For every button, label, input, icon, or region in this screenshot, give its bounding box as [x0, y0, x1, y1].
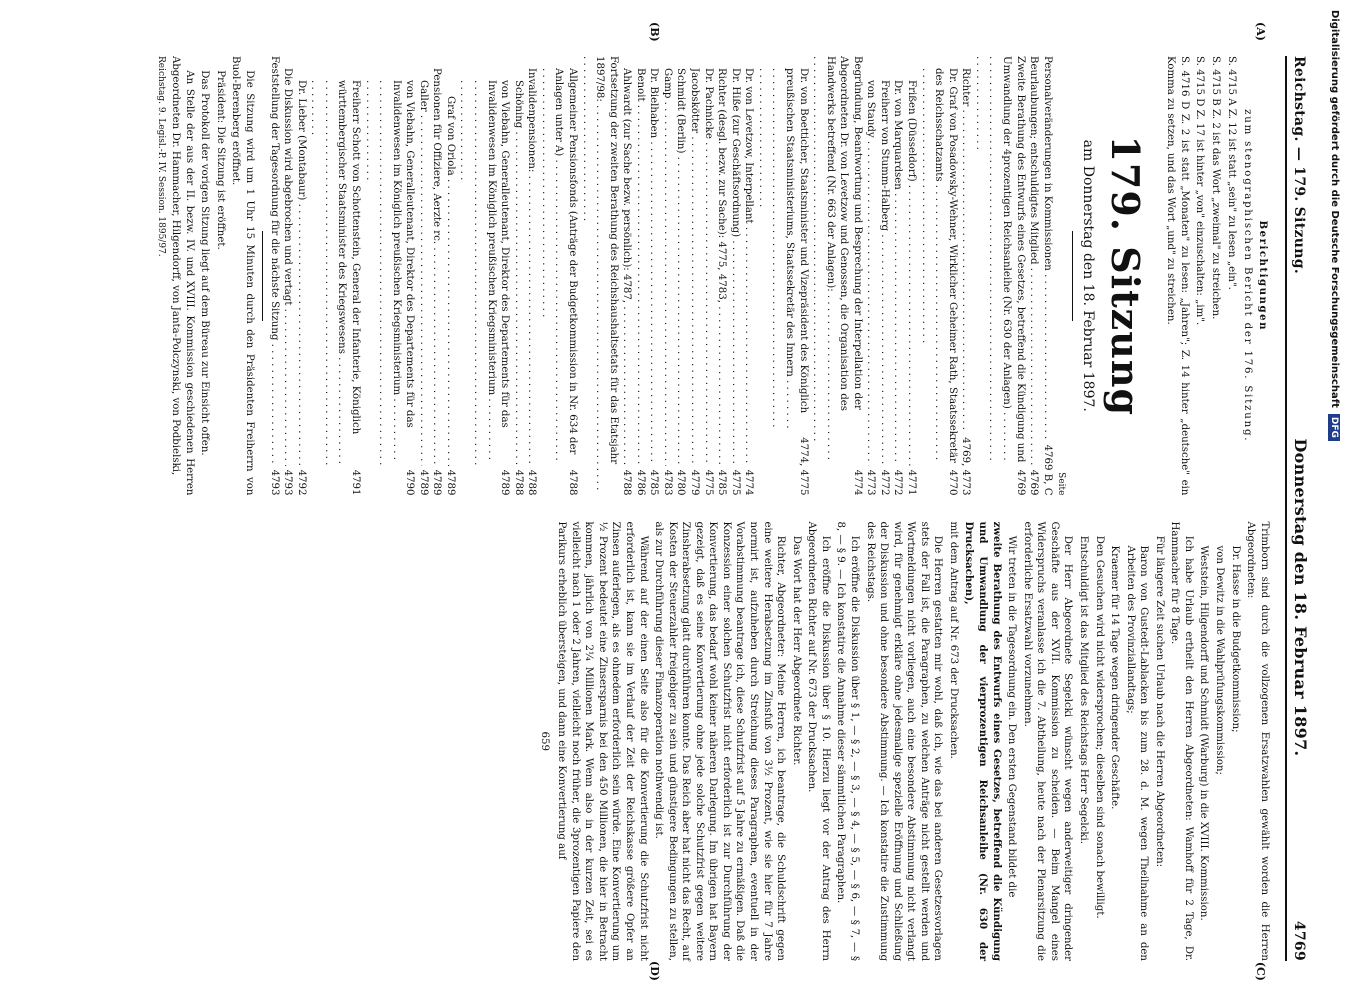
toc-entry-page: 4792	[295, 469, 307, 496]
body-paragraph: Entschuldigt ist das Mitglied des Reichstags Herr Segelcki.	[1077, 535, 1089, 845]
toc-entry-text: Invalidenpensionen: . . .	[525, 68, 539, 466]
divider	[262, 231, 263, 321]
body-paragraph: Ich eröffne die Diskussion über § 10. Hierzu liegt vor der Antrag des Herrn Abgeordneten Richter auf Nr. 673 der Drucksachen.	[806, 521, 831, 961]
session-date: am Donnerstag den 18. Februar 1897.	[1080, 139, 1097, 412]
body-paragraph: Ich habe Urlaub ertheilt den Herren Abgeordneten: Wamhoff für 2 Tage, Dr. Hammacher für 8 Tage.	[1169, 521, 1194, 961]
table-of-contents	[267, 56, 1054, 496]
corrections-subheading: zum stenographischen Bericht der 176. Sitzung.	[1242, 109, 1254, 443]
running-head-left: Reichstag. — 179. Sitzung.	[1291, 56, 1308, 275]
toc-entry-text: Freiherr von Stumm-Halberg . . .	[877, 80, 891, 466]
toc-entry	[362, 56, 416, 496]
document-page	[55, 10, 1325, 985]
toc-entry-text: Feststellung der Tagesordnung für die nächste Sitzung . . .	[267, 56, 281, 466]
toc-entry-page: 4774	[743, 469, 755, 496]
toc-entry-text: Dr. Lieber (Montabaur) . . .	[294, 80, 308, 466]
left-column	[152, 56, 1271, 496]
toc-entry	[620, 56, 634, 496]
body-paragraph: Wir treten in die Tagesordnung ein. Den ersten Gegenstand bildet die	[1006, 535, 1018, 898]
toc-entry	[267, 56, 281, 496]
toc-entry-text: Dr. von Levetzow, Interpellant . . .	[742, 68, 756, 466]
margin-marker-c: (C)	[1253, 961, 1267, 981]
toc-entry	[701, 56, 715, 496]
toc-entry-text: Dr. Pachnicke . . .	[701, 68, 715, 466]
toc-entry	[864, 56, 878, 496]
toc-entry	[633, 56, 647, 496]
toc-entry	[443, 56, 457, 496]
toc-entry-page: 4783	[661, 469, 673, 496]
toc-entry-text: Benoit . . .	[633, 68, 647, 466]
toc-entry-text: von Staudy . . .	[864, 80, 878, 466]
toc-entry	[728, 56, 742, 496]
toc-entry	[1040, 56, 1054, 496]
toc-entry-text: Richter . . .	[959, 68, 973, 433]
toc-entry-page: 4785	[648, 469, 660, 496]
toc-entry-text: Dr. Bielhaben . . .	[647, 68, 661, 466]
toc-entry-page: 4769 B, C	[1041, 444, 1053, 496]
session-title: 179. Sitzung	[1102, 135, 1148, 417]
body-paragraph: Die Herren gestatten mir wohl, daß ich, wie das bei anderen Gesetzesvorlagen stets der Fall ist, die Paragraphen, zu welchen Anträge nicht gestellt werden und Wortmeldungen nicht vorliegen, auch eine besondere Abstimmung nicht verlangt wird, für genehmigt erkläre ohne jedesmalige spezielle Eröffnung und Schließung der Diskussion und ohne besondere Abstimmung. — Ich konstatire die Zustimmung des Reichstags.	[864, 521, 944, 961]
toc-entry	[538, 56, 579, 496]
toc-entry-page: 4793	[268, 469, 280, 496]
margin-marker-d: (D)	[647, 961, 661, 981]
correction-line: S. 4716 D Z. 2 ist statt „Monaten" zu lesen: „Jahren"; Z. 14 hinter „deutsche" ein Komma zu setzen, und das Wort „und" zu streichen.	[1165, 56, 1190, 496]
digitization-credit-text	[1328, 10, 1340, 441]
dfg-logo: DFG	[1328, 414, 1340, 441]
toc-entry-text: von Viebahn, Generalleutenant, Direktor des Departements für das Invalidenwesen im Königlich preußischen Kriegsministerium . . .	[457, 80, 511, 466]
toc-entry-page: 4793	[282, 469, 294, 496]
correction-line: S. 4715 A Z. 12 ist statt „sein" zu lesen „ein".	[1225, 56, 1237, 290]
toc-entry-page: 4788	[512, 469, 524, 496]
toc-entry	[972, 56, 1026, 496]
toc-entry	[525, 56, 539, 496]
correction-line: S. 4715 B Z. 2 ist das Wort „zweimal" zu streichen.	[1210, 56, 1222, 320]
toc-entry-page: 4780	[675, 469, 687, 496]
toc-entry-page: 4774, 4775	[797, 437, 809, 496]
toc-entry-page: 4789	[444, 469, 456, 496]
toc-entry	[430, 56, 444, 496]
toc-entry-text: Dr. Hiße (zur Geschäftsordnung) . . .	[728, 68, 742, 466]
body-paragraph: Trimborn sind durch die vollzogenen Ersatzwahlen gewählt worden die Herren Abgeordneten:	[1245, 521, 1270, 961]
body-paragraph: Für längere Zeit suchen Urlaub nach die Herren Abgeordneten:	[1153, 535, 1165, 868]
toc-entry	[1027, 56, 1041, 496]
toc-entry	[742, 56, 756, 496]
toc-entry-text: Schöning . . .	[511, 80, 525, 466]
toc-entry-text: Begründung, Beantwortung und Besprechung der Interpellation der Abgeordneten Dr. von Levetzow und Genossen, die Organisation des Handwerks betreffend (Nr. 663 der Anlagen): . . .	[810, 56, 864, 466]
toc-entry	[308, 56, 362, 496]
toc-entry-text: Zweite Berathung des Entwurfs eines Gesetzes, betreffend die Kündigung und Umwandlung der 4prozentigen Reichsanleihe (Nr. 630 der Anlagen) . . .	[972, 56, 1026, 466]
body-paragraph: Während auf der einen Seite also für die Konvertierung die Schutzfrist nicht erforderlich ist, kann sie im Verlauf der Zeit der Reichskasse größere Opfer an Zinsen auferlegen, als es ohnedem erforderlich sein würde. Eine Konvertierung um ½ Prozent bedeutet eine Zinsersparnis bei den 450 Millionen, die hier in Betracht kommen, jährlich von 2¼ Millionen Mark. Wenn also in der kurzen Zeit, sei es vielleicht nach 1 oder 2 Jahren, vielleicht noch früher, die 3prozentigen Papiere den Parikurs erheblich übersteigen, und dann eine Konvertierung auf	[556, 521, 649, 961]
toc-entry	[511, 56, 525, 496]
two-column-body	[152, 22, 1271, 981]
speech-richter: Richter, Abgeordneter: Meine Herren, ich beantrage, die Schuldschrift gegen eine weitere Herabsetzung im Zinsfuß von 3½ Prozent, wie sie hier für 7 Jahre normirt ist, aufzuheben durch Streichung dieses Paragraphen, eventuell in der Vorabstimmung beantrage ich, diese Schutzfrist auf 5 Jahre zu ermäßigen. Daß die Konzession einer solchen Schutzfrist nicht erforderlich ist zur Durchführung der Konvertierung, das bedarf wohl keiner näheren Darlegung. Im übrigen hat Bayern gezeigt, daß es seine Konvertierung ohne jede solche Schutzfrist gegen weitere Zinsherabsetzung glatt durchführen konnte. Das Reich aber hat nicht das Recht, auf Kosten der Steuerzahler freigebiger zu sein und günstigere Bedingungen zu stellen, als zur Durchführung dieser Finanzoperation nothwendig ist.	[653, 521, 787, 961]
corrections-heading: Berichtigungen	[1256, 220, 1269, 331]
margin-marker-b: (B)	[647, 22, 661, 42]
toc-entry	[810, 56, 864, 496]
toc-entry-text: Richter (desgl. bezw. zur Sache): 4775, 4783, . . .	[715, 68, 729, 466]
toc-entry-page: 4775	[702, 469, 714, 496]
divider	[1072, 231, 1073, 321]
body-paragraph: mit dem Antrag auf Nr. 673 der Drucksachen.	[947, 521, 959, 759]
toc-entry-text: Dr. Graf von Posadowsky-Wehner, Wirklicher Geheimer Rath, Staatssekretär des Reichsschatzamts . . .	[918, 68, 959, 466]
margin-marker-a: (A)	[1253, 22, 1267, 41]
toc-entry	[877, 56, 891, 496]
toc-entry-page: 4769	[1014, 469, 1026, 496]
running-head-center: Donnerstag den 18. Februar 1897.	[1291, 438, 1310, 757]
opening-paragraph: Das Protokoll der vorigen Sitzung liegt auf dem Büreau zur Einsicht offen.	[199, 70, 211, 456]
toc-entry-text: Freiherr Schott von Schottenstein, General der Infanterie, Königlich württembergischer Staatsminister des Kriegswesens . . .	[308, 80, 362, 466]
signature-number: 659	[538, 731, 550, 751]
toc-entry-page	[579, 492, 620, 496]
body-paragraph: Dr. Hasse in die Budgetkommission;	[1229, 545, 1241, 733]
credit-text: Digitalisierung gefördert durch die Deutsche Forschungsgemeinschaft	[1329, 10, 1340, 408]
toc-entry-page: 4775	[729, 469, 741, 496]
body-paragraph: Der Herr Abgeordnete Segelcki wünscht wegen anderweitiger dringender Geschäfte aus der XVII. Kommission zu scheiden. — Beim Mangel eines Widerspruchs veranlasse ich die 7. Abtheilung, heute nach der Plenarsitzung die erforderliche Ersatzwahl vorzunehmen.	[1021, 521, 1074, 961]
toc-entry-page: 4773	[865, 469, 877, 496]
toc-entry-page: 4786	[634, 469, 646, 496]
toc-entry-text: Die Diskussion wird abgebrochen und vertagt . . .	[281, 68, 295, 466]
toc-entry	[294, 56, 308, 496]
body-paragraph: Weststein, Hilgendorff und Schmidt (Warburg) in die XVIII. Kommission.	[1198, 545, 1210, 921]
correction-line: S. 4715 D Z. 17 ist hinter „von" einzuschalten: „im".	[1194, 56, 1206, 326]
toc-entry-text: Graf von Oriola . . .	[443, 96, 457, 466]
toc-entry-page: 4789	[431, 469, 443, 496]
toc-entry-text: Dr. von Boetticher, Staatsminister und Vizepräsident des Königlich preußischen Staatsministeriums, Staatssekretär des Innern . . .	[755, 68, 809, 433]
toc-entry-page: 4791	[350, 469, 361, 496]
body-paragraph: Das Wort hat der Herr Abgeordnete Richter.	[790, 535, 802, 766]
legislative-period-footer: Reichstag. 9. Legisl.-P. IV. Session. 1895/97.	[155, 56, 166, 257]
body-paragraph: von Dewitz in die Wahlprüfungskommission;	[1214, 545, 1226, 775]
opening-paragraph: An Stelle der aus der II. bezw. IV. und XVIII. Kommission geschiedenen Herren Abgeordneten Dr. Hammacher, Hilgendorff, von Jantа-Polczynski, von Podbielski,	[170, 56, 195, 496]
body-paragraph: Kraemer für 14 Tage wegen dringender Geschäfte.	[1109, 545, 1121, 810]
opening-paragraph: Die Sitzung wird um 1 Uhr 15 Minuten durch den Präsidenten Freiherrn von Buol-Berenberg eröffnet.	[230, 56, 256, 496]
toc-entry	[918, 56, 959, 496]
toc-entry-text: Ahlwardt (zur Sache bezw. persönlich): 4787, . . .	[620, 68, 634, 466]
toc-entry	[579, 56, 620, 496]
toc-entry-text: Gamp . . .	[660, 68, 674, 466]
toc-entry-page: 4769	[1028, 469, 1040, 496]
toc-entry	[647, 56, 661, 496]
toc-entry-text: Allgemeiner Pensionsfonds (Anträge der Budgetkommission in Nr. 634 der Anlagen unter A) . . .	[538, 68, 579, 466]
toc-entry-text: Jacobskötter . . .	[688, 68, 702, 466]
toc-entry	[891, 56, 905, 496]
toc-entry	[688, 56, 702, 496]
toc-entry	[660, 56, 674, 496]
toc-entry-page: 4789	[499, 469, 511, 496]
toc-entry-text: Dr. von Marquardsen . . .	[891, 80, 905, 466]
toc-entry-page: 4772	[878, 469, 890, 496]
rotated-page-frame	[55, 10, 1325, 985]
toc-entry-page: 4771	[906, 469, 918, 496]
toc-entry-text: Pensionen für Offiziere, Aerzte rc. . . .	[430, 68, 444, 466]
toc-entry	[674, 56, 688, 496]
toc-entry	[416, 56, 430, 496]
toc-entry-page: 4789	[417, 469, 429, 496]
toc-entry	[281, 56, 295, 496]
toc-entry	[755, 56, 809, 496]
toc-entry-page: 4788	[526, 469, 538, 496]
toc-entry-page: 4788	[567, 469, 578, 496]
toc-entry-text: Frißen (Düsseldorf) . . .	[905, 80, 919, 466]
toc-entry	[905, 56, 919, 496]
toc-entry-text: Personalveränderungen in Kommissionen . . .	[1040, 56, 1054, 441]
body-paragraph: Den Gesuchen wird nicht widersprochen; dieselben sind sonach bewilligt.	[1093, 535, 1105, 919]
toc-entry-page: 4774	[851, 469, 863, 496]
agenda-item-heading: zweite Berathung des Entwurfs eines Gesetzes, betreffend die Kündigung und Umwandlung der vierprozentigen Reichsanleihe (Nr. 630 der Drucksachen),	[963, 521, 1003, 961]
digitization-credit	[1329, 10, 1351, 990]
opening-paragraph: Präsident: Die Sitzung ist eröffnet.	[214, 70, 226, 250]
toc-entry	[457, 56, 511, 496]
body-paragraph: Ich eröffne die Diskussion über § 1, — § 2, — § 3, — § 4, — § 5, — § 6, — § 7, — § 8, — § 9. — Ich konstatire die Annahme dieser sämmtlichen Paragraphen.	[835, 521, 860, 961]
toc-entry-text: Fortsetzung der zweiten Berathung des Reichshaushaltsetats für das Etatsjahr 1897/98: . . .	[579, 56, 620, 492]
toc-entry-text: Schmidt (Berlin) . . .	[674, 68, 688, 466]
toc-entry-page: 4779	[689, 469, 701, 496]
toc-entry-page: 4770	[946, 469, 958, 496]
page-number-top: 4769	[1291, 920, 1308, 961]
toc-entry-page: 4772	[892, 469, 904, 496]
toc-entry-page: 4790	[404, 469, 416, 496]
toc-entry	[715, 56, 729, 496]
toc-seite-label: Seite	[1055, 472, 1066, 496]
body-paragraph: Baron von Gustedt-Lablacken bis zum 28. d. M. wegen Theilnahme an den Arbeiten des Provinziallandtags;	[1124, 545, 1150, 961]
toc-entry-page: 4788	[621, 469, 633, 496]
toc-entry	[959, 56, 973, 496]
toc-entry-text: Galler . . .	[416, 80, 430, 466]
running-head	[1285, 56, 1311, 961]
toc-entry-page: 4785	[716, 469, 728, 496]
toc-entry-page: 4769, 4773	[960, 437, 972, 496]
toc-entry-text: von Viebahn, Generalleutenant, Direktor des Departements für das Invalidenwesen im Königlich preußischen Kriegsministerium . . .	[362, 80, 416, 466]
toc-entry-text: Beurlaubungen; entschuldigtes Mitglied . . .	[1027, 56, 1041, 466]
right-column	[152, 522, 1271, 962]
